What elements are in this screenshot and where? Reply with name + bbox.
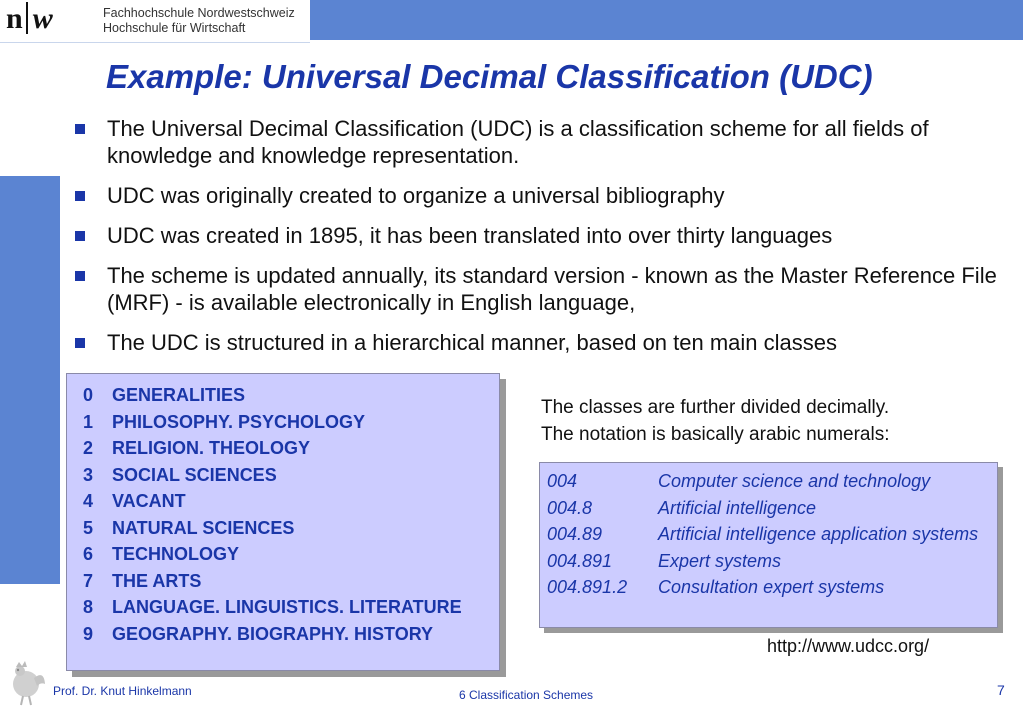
notation-note	[541, 394, 890, 448]
bullet-item	[75, 329, 1010, 356]
class-label: PHILOSOPHY. PSYCHOLOGY	[112, 411, 366, 432]
notation-description: Consultation expert systems	[658, 577, 885, 597]
notation-item	[547, 574, 997, 601]
bullet-item	[75, 182, 1010, 209]
udc-url[interactable]: http://www.udcc.org/	[767, 636, 930, 656]
notation-description: Expert systems	[658, 550, 782, 571]
bullet-list	[75, 115, 1010, 369]
class-item	[83, 462, 499, 489]
class-item	[83, 488, 499, 515]
class-number: 5	[83, 517, 94, 538]
slide-title: Example: Universal Decimal Classification (UDC)	[106, 58, 873, 95]
class-number: 2	[83, 438, 94, 458]
header-accent-band	[310, 0, 1023, 40]
notation-note-line-1: The classes are further divided decimally.	[541, 397, 890, 418]
bullet-text: UDC was created in 1895, it has been translated into over thirty languages	[107, 223, 833, 248]
class-item	[83, 409, 499, 436]
class-item	[83, 568, 499, 595]
class-item	[83, 382, 499, 409]
notation-item	[547, 548, 997, 575]
bullet-square-icon	[75, 191, 85, 201]
institution-line-2: Hochschule für Wirtschaft	[103, 21, 246, 35]
class-item	[83, 621, 499, 648]
side-accent-band	[0, 176, 60, 584]
class-number: 8	[83, 597, 94, 617]
page-number: 7	[997, 682, 1005, 698]
class-number: 4	[83, 491, 94, 511]
bullet-square-icon	[75, 231, 85, 241]
notation-note-line-2: The notation is basically arabic numerals:	[541, 424, 890, 445]
class-number: 3	[83, 464, 94, 485]
chapter-title: 6 Classification Schemes	[459, 688, 594, 702]
class-label: GENERALITIES	[112, 385, 246, 405]
class-number: 7	[83, 570, 94, 591]
class-number: 9	[83, 623, 94, 644]
class-label: THE ARTS	[112, 570, 202, 591]
notation-description: Artificial intelligence	[658, 497, 817, 518]
bullet-square-icon	[75, 124, 85, 134]
class-number: 0	[83, 385, 94, 405]
class-item	[83, 541, 499, 568]
fhnw-logo-mark	[6, 2, 52, 36]
class-label: TECHNOLOGY	[112, 544, 240, 564]
notation-item	[547, 495, 997, 522]
class-label: RELIGION. THEOLOGY	[112, 438, 311, 458]
bullet-item	[75, 115, 1010, 169]
bullet-item	[75, 262, 1010, 316]
class-label: GEOGRAPHY. BIOGRAPHY. HISTORY	[112, 623, 434, 644]
class-item	[83, 515, 499, 542]
notation-code: 004.8	[547, 497, 593, 518]
notation-code: 004.891	[547, 550, 613, 571]
notation-code: 004	[547, 471, 578, 491]
class-number: 1	[83, 411, 94, 432]
bullet-text: The Universal Decimal Classification (UDC) is a classification scheme for all fields of knowledge and knowledge representation.	[107, 116, 929, 168]
institution-line-1: Fachhochschule Nordwestschweiz	[103, 6, 295, 20]
bullet-text: UDC was originally created to organize a universal bibliography	[107, 183, 725, 208]
class-label: VACANT	[112, 491, 186, 511]
notation-item	[547, 468, 997, 495]
logo-separator	[26, 2, 28, 34]
notation-examples-list	[540, 463, 997, 601]
fhnw-logo	[0, 0, 310, 43]
author-name: Prof. Dr. Knut Hinkelmann	[53, 684, 192, 698]
bullet-square-icon	[75, 338, 85, 348]
class-label: SOCIAL SCIENCES	[112, 464, 277, 485]
rooster-icon	[4, 658, 48, 706]
institution-name	[103, 6, 295, 36]
logo-letter-n: n	[6, 2, 22, 35]
logo-letter-w: w	[32, 2, 52, 35]
bullet-text: The scheme is updated annually, its standard version - known as the Master Reference File (MRF) - is available electronically in English language,	[107, 263, 997, 315]
notation-code: 004.891.2	[547, 577, 628, 597]
bullet-square-icon	[75, 271, 85, 281]
main-classes-box	[66, 373, 500, 671]
class-item	[83, 594, 499, 621]
notation-examples-box	[539, 462, 998, 628]
notation-code: 004.89	[547, 524, 603, 544]
class-label: LANGUAGE. LINGUISTICS. LITERATURE	[112, 597, 462, 617]
main-classes-list	[67, 374, 499, 647]
class-number: 6	[83, 544, 94, 564]
notation-item	[547, 521, 997, 548]
bullet-item	[75, 222, 1010, 249]
class-label: NATURAL SCIENCES	[112, 517, 295, 538]
class-item	[83, 435, 499, 462]
notation-description: Artificial intelligence application systems	[658, 524, 979, 544]
notation-description: Computer science and technology	[658, 471, 931, 491]
bullet-text: The UDC is structured in a hierarchical manner, based on ten main classes	[107, 330, 838, 355]
